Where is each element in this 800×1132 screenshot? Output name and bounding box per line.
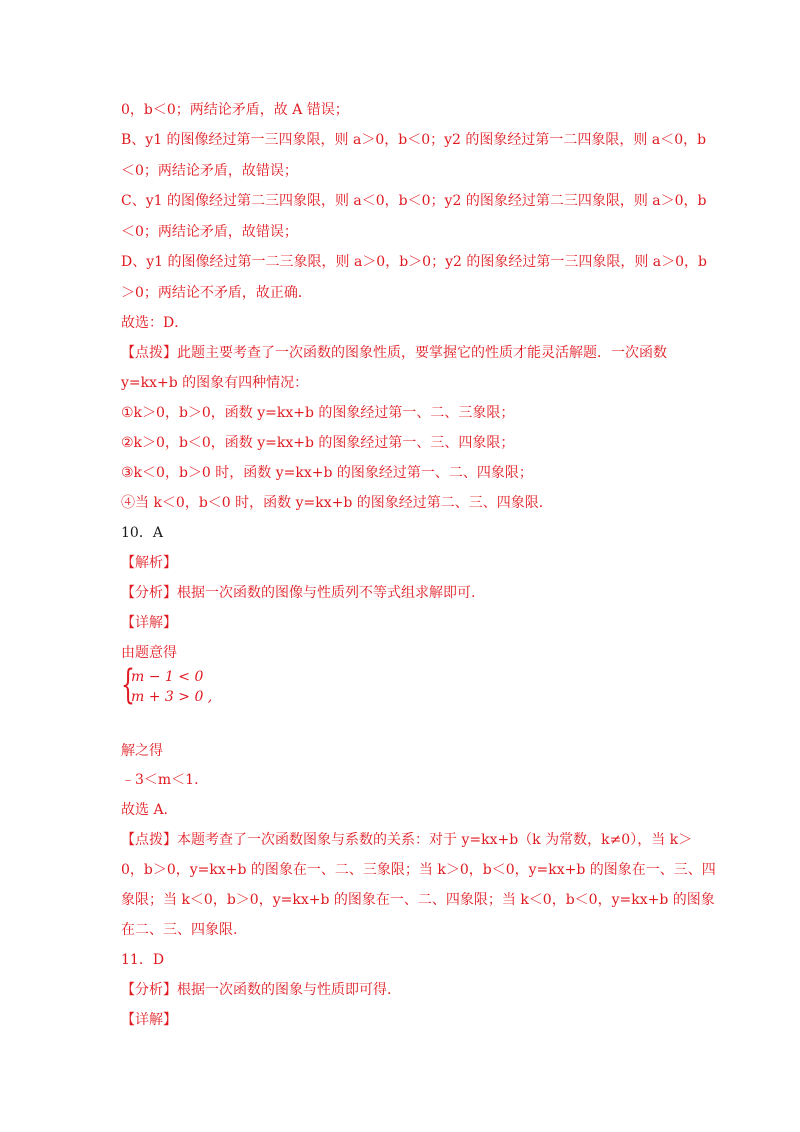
question-number: 10．A — [121, 525, 163, 541]
text-line: 【分析】根据一次函数的图像与性质列不等式组求解即可. — [121, 585, 476, 601]
text-line: 故选 A. — [121, 802, 169, 818]
text-line: ＜0；两结论矛盾，故错误； — [121, 163, 298, 179]
text-line: ＜0；两结论矛盾，故错误； — [121, 224, 298, 240]
text-line: C、y1 的图像经过第二三四象限，则 a＜0，b＜0；y2 的图象经过第二三四象限，则 a＞0，b — [121, 193, 707, 209]
text-line: ①k＞0，b＞0，函数 y=kx+b 的图象经过第一、二、三象限； — [121, 405, 515, 421]
inequality-2: m + 3 > 0 , — [131, 689, 213, 705]
text-line: ﹣3＜m＜1. — [121, 772, 199, 788]
text-line: D、y1 的图像经过第一二三象限，则 a＞0，b＞0；y2 的图象经过第一三四象限，则 a＞0，b — [121, 254, 707, 270]
text-line: 11．D — [121, 952, 165, 968]
text-line: 解之得 — [121, 743, 163, 759]
text-line: 【点拨】本题考查了一次函数图象与系数的关系：对于 y=kx+b（k 为常数，k≠0），当 k＞ — [121, 832, 693, 848]
text-line: 故选：D． — [121, 315, 189, 331]
text-line: 0，b＜0；两结论矛盾，故 A 错误； — [121, 102, 349, 118]
text-line: ②k＞0，b＜0，函数 y=kx+b 的图象经过第一、三、四象限； — [121, 435, 515, 451]
text-line: ＞0；两结论不矛盾，故正确． — [121, 285, 312, 301]
text-line: 由题意得 — [121, 645, 177, 661]
text-line: ③k＜0，b＞0 时，函数 y=kx+b 的图象经过第一、二、四象限； — [121, 465, 533, 481]
text-line: y=kx+b 的图象有四种情况： — [121, 375, 309, 391]
text-line: 【分析】根据一次函数的图象与性质即可得. — [121, 982, 392, 998]
section-heading: 【解析】 — [121, 555, 177, 571]
inequality-system: { m − 1 < 0 m + 3 > 0 , — [121, 662, 213, 708]
text-line: 0，b＞0，y=kx+b 的图象在一、二、三象限；当 k＞0，b＜0，y=kx+b 的图象在一、三、四 — [121, 862, 716, 878]
section-heading: 【详解】 — [121, 615, 177, 631]
inequality-1: m − 1 < 0 — [131, 669, 204, 685]
text-line: 【点拨】此题主要考查了一次函数的图象性质，要掌握它的性质才能灵活解题．一次函数 — [121, 345, 667, 361]
text-line: B、y1 的图像经过第一三四象限，则 a＞0，b＜0；y2 的图象经过第一二四象限，则 a＜0，b — [121, 132, 707, 148]
text-line: 象限；当 k＜0，b＞0，y=kx+b 的图象在一、二、四象限；当 k＜0，b＜0，y=kx+b 的图象 — [121, 892, 715, 908]
text-line: 在二、三、四象限. — [121, 922, 238, 938]
text-line: ④当 k＜0，b＜0 时，函数 y=kx+b 的图象经过第二、三、四象限． — [121, 495, 553, 511]
section-heading: 【详解】 — [121, 1012, 177, 1028]
